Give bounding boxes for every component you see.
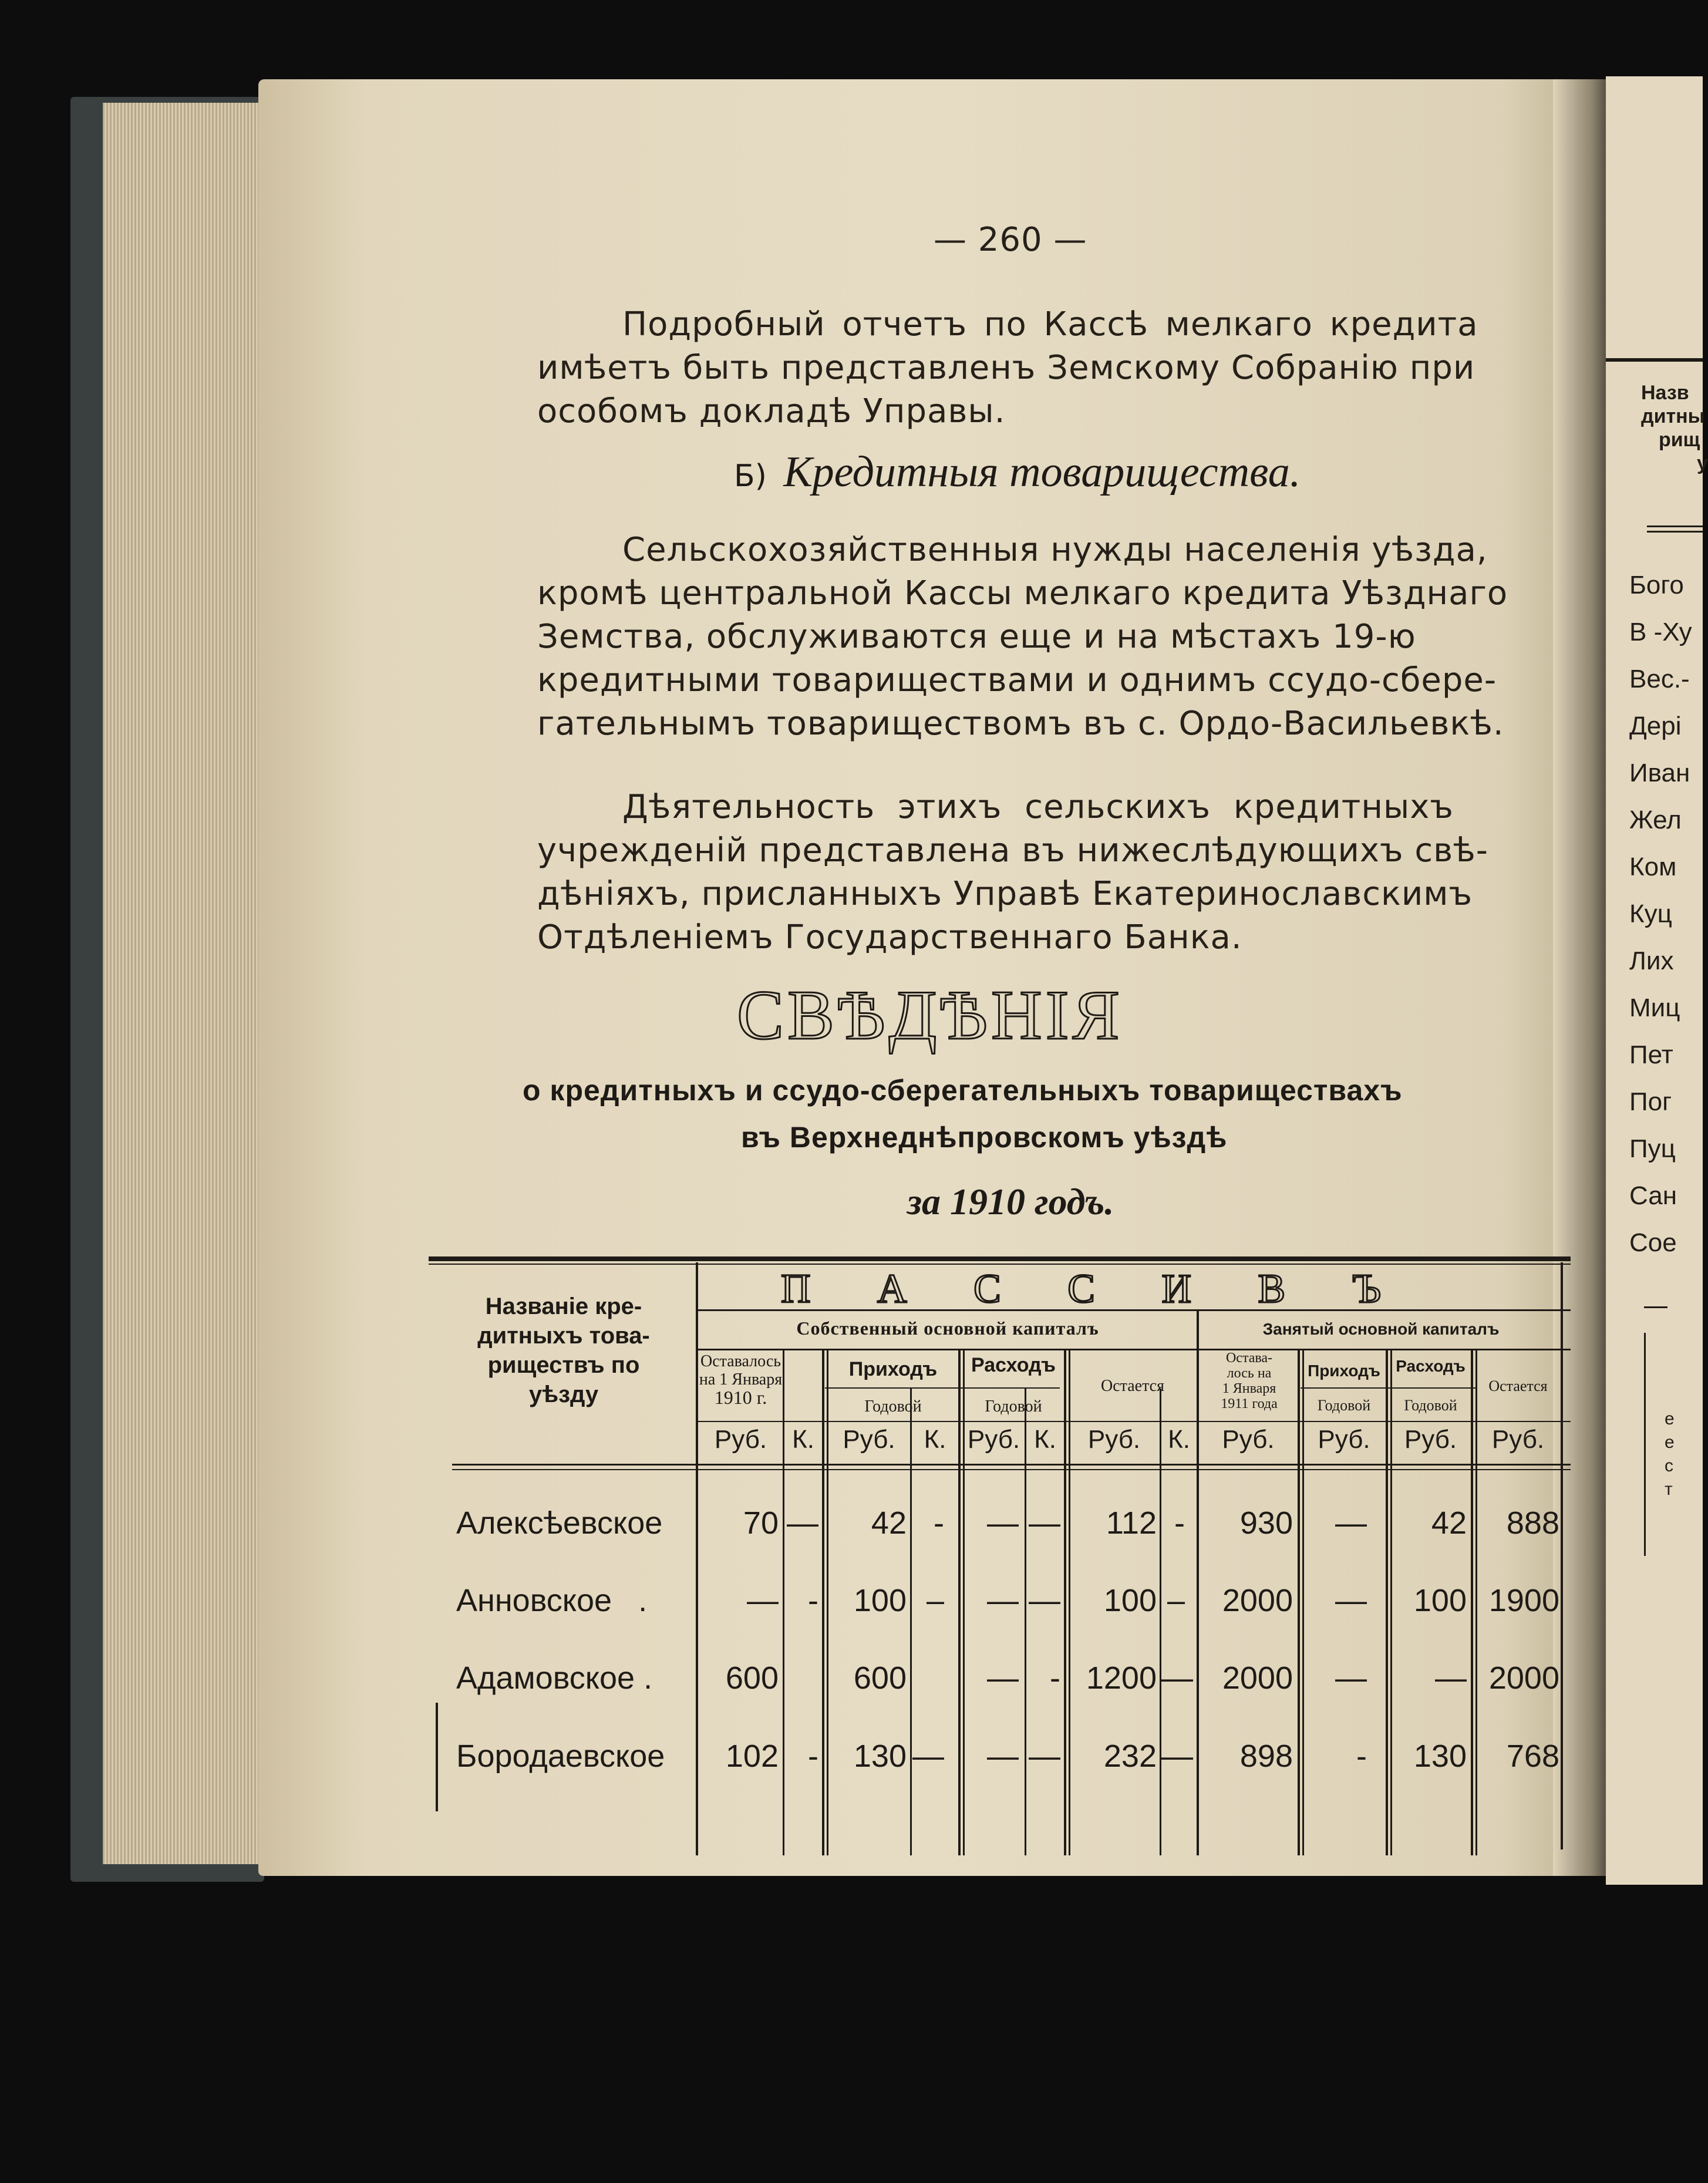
unit-label: К. — [1034, 1425, 1056, 1454]
borrowed-income-annual-header: Годовой — [1317, 1397, 1371, 1414]
row-name: Анновское . — [456, 1583, 648, 1618]
cell: 768 — [1506, 1739, 1559, 1774]
borrowed-remained-line: лось на — [1227, 1366, 1272, 1381]
unit-label: К. — [1168, 1425, 1190, 1454]
next-page-row: Миц — [1629, 993, 1680, 1022]
cell: — — [1029, 1739, 1060, 1774]
next-page-row: Сое — [1629, 1228, 1677, 1257]
table-right-edge — [1561, 1262, 1563, 1850]
next-page-header-rule-2 — [1647, 531, 1703, 533]
cell: 888 — [1506, 1505, 1559, 1541]
next-page-footer: с — [1665, 1456, 1673, 1475]
cell: 2000 — [1222, 1660, 1293, 1696]
row-name: Бородаевское — [456, 1739, 665, 1774]
cell: — — [1335, 1505, 1367, 1541]
cell: — — [1161, 1739, 1193, 1774]
cell: — — [1029, 1583, 1060, 1618]
text-line: Сельскохозяйственныя нужды населенія уѣзда, — [622, 531, 1488, 569]
cell: 100 — [1103, 1583, 1157, 1618]
cell: 930 — [1239, 1505, 1293, 1541]
remained-header-line: на 1 Января — [699, 1370, 783, 1389]
next-page-footer: е — [1665, 1409, 1675, 1429]
section-title: Кредитныя товарищества. — [783, 448, 1301, 496]
next-page-row: Куц — [1629, 900, 1672, 928]
cell: - — [1356, 1739, 1367, 1774]
unit-label: Руб. — [967, 1425, 1020, 1454]
borrowed-income-header: Приходъ — [1308, 1362, 1380, 1380]
text-line: Земства, обслуживаются еще и на мѣстахъ 19-ю — [537, 618, 1416, 656]
cell: — — [987, 1505, 1019, 1541]
next-page-header-line: дитны — [1641, 405, 1705, 427]
expense-header: Расходъ — [971, 1354, 1056, 1376]
next-page-row: Пет — [1629, 1040, 1673, 1069]
name-header-line: риществъ по — [487, 1352, 640, 1378]
table-left-edge — [436, 1703, 438, 1811]
unit-label: Руб. — [714, 1425, 767, 1454]
text-line: дѣніяхъ, присланныхъ Управѣ Екатеринославскимъ — [537, 875, 1473, 913]
cell: — — [747, 1583, 779, 1618]
next-page-row: Пог — [1629, 1087, 1672, 1116]
cell: 42 — [871, 1505, 907, 1541]
year-heading: за 1910 годъ. — [907, 1181, 1114, 1222]
unit-label: Руб. — [843, 1425, 895, 1454]
main-heading: СВѢДѢНІЯ — [737, 976, 1123, 1054]
income-header: Приходъ — [848, 1358, 938, 1380]
cell: — — [1435, 1660, 1467, 1696]
remained-header-line: Оставалось — [700, 1352, 781, 1370]
cell: 112 — [1106, 1505, 1157, 1541]
row-name: Адамовское . — [456, 1660, 653, 1696]
cell: 232 — [1103, 1739, 1157, 1774]
next-page-header-line: Назв — [1641, 382, 1689, 404]
unit-label: Руб. — [1087, 1425, 1141, 1454]
cell: – — [1167, 1583, 1185, 1618]
next-page-strip — [1606, 76, 1708, 1885]
borrowed-remains-header: Остается — [1488, 1377, 1548, 1394]
cell: — — [912, 1739, 944, 1774]
col-sep — [1160, 1389, 1161, 1855]
next-page-row: Сан — [1629, 1181, 1677, 1210]
next-page-footer: т — [1665, 1480, 1673, 1499]
unit-label: Руб. — [1491, 1425, 1545, 1454]
col-sep — [1386, 1350, 1388, 1855]
cell: 1900 — [1488, 1583, 1559, 1618]
next-page-row: Пуц — [1629, 1134, 1676, 1163]
borrowed-remained-line: 1 Января — [1222, 1381, 1276, 1396]
cell: — — [987, 1739, 1019, 1774]
borrowed-capital-header: Занятый основной капиталъ — [1262, 1320, 1500, 1338]
cell: 130 — [853, 1739, 907, 1774]
borrowed-remained-header — [1201, 1350, 1298, 1411]
row-name: Алексѣевское — [456, 1505, 663, 1541]
next-page-row: Дері — [1629, 712, 1682, 740]
text-line: имѣетъ быть представленъ Земскому Собранію при — [537, 349, 1475, 387]
passive-header: П А С С И В Ъ — [781, 1266, 1392, 1312]
borrowed-expense-header: Расходъ — [1396, 1357, 1466, 1375]
table-top-rule — [429, 1256, 1571, 1261]
text-line: особомъ докладѣ Управы. — [537, 392, 1006, 430]
unit-label: Руб. — [1222, 1425, 1275, 1454]
next-page-row: Лих — [1629, 946, 1674, 975]
next-page-short-rule — [1644, 1306, 1667, 1308]
next-page-row: Бого — [1629, 571, 1684, 599]
cell: 100 — [1413, 1583, 1467, 1618]
subheading-line-1: о кредитныхъ и ссудо-сберегательныхъ товариществахъ — [523, 1074, 1403, 1107]
unit-label: К. — [924, 1425, 946, 1454]
unit-label: К. — [792, 1425, 814, 1454]
next-page-footer: е — [1665, 1433, 1675, 1452]
table-top-rule-2 — [429, 1264, 1571, 1265]
cell: — — [787, 1505, 818, 1541]
cell: — — [987, 1660, 1019, 1696]
cell: - — [1174, 1505, 1185, 1541]
expense-annual-header: Годовой — [985, 1397, 1042, 1416]
next-page-row: Иван — [1629, 759, 1690, 787]
name-header-line: дитныхъ това- — [477, 1323, 650, 1349]
cell: — — [1335, 1583, 1367, 1618]
next-page-row: Ком — [1629, 853, 1677, 881]
cell: 100 — [853, 1583, 907, 1618]
borrowed-expense-annual-header: Годовой — [1404, 1397, 1457, 1414]
remained-header — [699, 1352, 783, 1407]
remains-header: Остается — [1101, 1377, 1164, 1395]
text-line: кредитными товариществами и однимъ ссудо-сбере- — [537, 661, 1497, 699]
cell: 898 — [1239, 1739, 1293, 1774]
next-page-row: В -Ху — [1629, 618, 1692, 646]
income-expense-rule-2 — [1301, 1387, 1477, 1389]
next-page-rule — [1606, 358, 1703, 362]
borrowed-remained-line: 1911 года — [1221, 1396, 1278, 1411]
col-sep — [958, 1350, 961, 1855]
text-line: гательнымъ товариществомъ въ с. Ордо-Васильевкѣ. — [537, 705, 1504, 743]
text-line: кромѣ центральной Кассы мелкаго кредита Уѣзднаго — [537, 574, 1508, 612]
next-page-vertical-rule — [1644, 1333, 1646, 1556]
page-number: — 260 — — [934, 221, 1087, 259]
remained-header-line: 1910 г. — [714, 1387, 767, 1408]
page-edges — [103, 103, 270, 1864]
col-sep — [1064, 1350, 1066, 1855]
next-page-row: Жел — [1629, 806, 1682, 834]
cell: - — [808, 1583, 818, 1618]
next-page-header-rule — [1647, 525, 1703, 527]
col-sep — [910, 1389, 912, 1855]
cell: – — [926, 1583, 944, 1618]
text-line: Отдѣленіемъ Государственнаго Банка. — [537, 918, 1242, 956]
subheading-line-2: въ Верхнеднѣпровскомъ уѣздѣ — [741, 1121, 1228, 1154]
header-bottom-rule — [452, 1464, 1571, 1466]
cell: 70 — [743, 1505, 779, 1541]
cell: - — [934, 1505, 944, 1541]
unit-label: Руб. — [1404, 1425, 1457, 1454]
section-heading — [734, 447, 1301, 497]
text-line: учрежденій представлена въ нижеслѣдующихъ свѣ- — [537, 831, 1489, 870]
cell: — — [987, 1583, 1019, 1618]
cell: 1200 — [1086, 1660, 1157, 1696]
col-sep — [1025, 1389, 1026, 1855]
unit-label: Руб. — [1318, 1425, 1370, 1454]
name-header — [437, 1292, 690, 1409]
borrowed-remained-line: Остава- — [1225, 1350, 1273, 1366]
next-page-header-line: рищ — [1659, 429, 1700, 451]
text-line: Подробный отчетъ по Кассѣ мелкаго кредита — [622, 305, 1478, 343]
cell: 130 — [1413, 1739, 1467, 1774]
header-bottom-rule-2 — [452, 1469, 1571, 1470]
text-line: Дѣятельность этихъ сельскихъ кредитныхъ — [622, 788, 1454, 826]
section-letter: Б) — [734, 459, 767, 494]
next-page-row: Вес.- — [1629, 665, 1690, 693]
cell: 600 — [725, 1660, 779, 1696]
cell: 102 — [725, 1739, 779, 1774]
cell: - — [1050, 1660, 1060, 1696]
col-sep — [696, 1262, 698, 1855]
name-header-line: Названіе кре- — [485, 1293, 642, 1319]
cell: 600 — [853, 1660, 907, 1696]
cell: — — [1029, 1505, 1060, 1541]
cell: — — [1335, 1660, 1367, 1696]
cell: - — [808, 1739, 818, 1774]
cell: — — [1161, 1660, 1193, 1696]
next-page-header-line: у — [1697, 452, 1708, 474]
income-annual-header: Годовой — [864, 1397, 922, 1416]
own-capital-header: Собственный основной капиталъ — [796, 1318, 1099, 1339]
col-sep — [1471, 1350, 1473, 1855]
cell: 2000 — [1222, 1583, 1293, 1618]
col-sep — [1298, 1350, 1300, 1855]
cell: 2000 — [1488, 1660, 1559, 1696]
name-header-line: уѣзду — [528, 1382, 599, 1407]
cell: 42 — [1431, 1505, 1467, 1541]
col-sep — [822, 1350, 824, 1855]
